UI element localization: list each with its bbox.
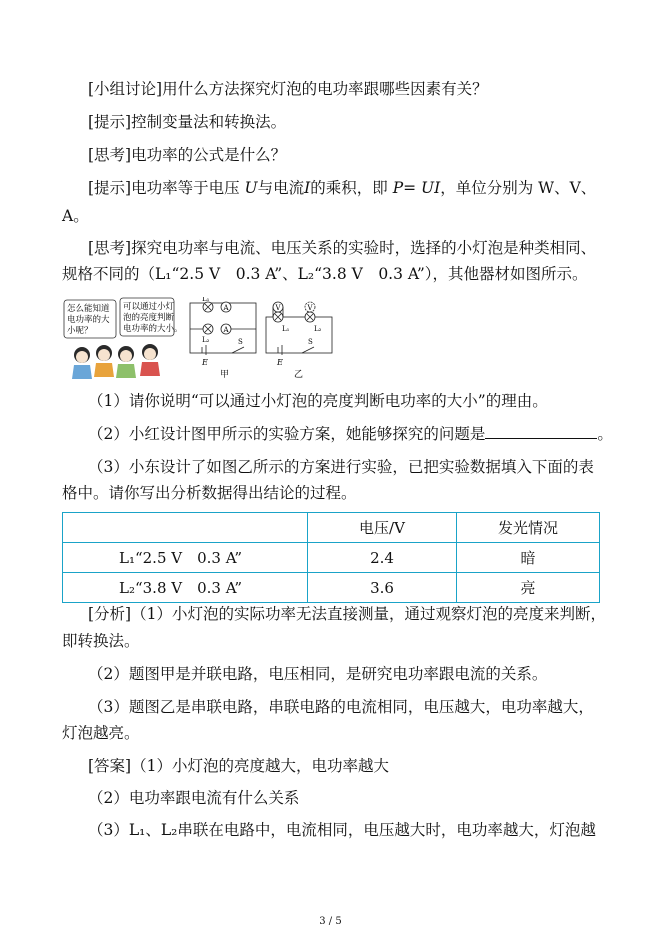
bubble-1-line-2: 电功率的大	[67, 315, 110, 325]
bubble-1	[64, 300, 116, 338]
experiment-figure	[62, 297, 382, 381]
hint-line-2	[88, 178, 596, 198]
jia-E-label: E	[202, 358, 208, 367]
analysis-3-line-2: 灯泡越亮。	[62, 724, 140, 742]
bubble-2-line-1: 可以通过小灯	[123, 302, 175, 312]
voltmeter-2-label: V	[307, 304, 313, 312]
answer-blank[interactable]	[485, 424, 597, 439]
table-cell-voltage: 2.4	[308, 543, 457, 573]
table-cell-name: L₂“3.8 V 0.3 A”	[63, 573, 308, 603]
hint-line-1: [提示]控制变量法和转换法。	[88, 113, 287, 131]
bubble-2-line-2: 泡的亮度判断	[123, 313, 175, 323]
hint-line-2-cont: A。	[62, 207, 89, 225]
bubble-1-line-1: 怎么能知道	[67, 304, 110, 314]
table-header-row	[63, 513, 600, 543]
discussion-line: [小组讨论]用什么方法探究灯泡的电功率跟哪些因素有关？	[88, 80, 488, 98]
figure-label-jia: 甲	[220, 370, 230, 380]
figure-label-yi: 乙	[294, 370, 304, 380]
analysis-1-line-2: 即转换法。	[62, 632, 140, 650]
data-table	[62, 512, 600, 603]
jia-L1-label: L₁	[202, 297, 210, 303]
yi-L2-label: L₂	[314, 325, 322, 333]
jia-L2-label: L₂	[202, 336, 210, 344]
table-row	[63, 543, 600, 573]
yi-S-label: S	[308, 338, 313, 346]
question-2-end: 。	[597, 425, 613, 443]
table-cell-glow: 暗	[457, 543, 600, 573]
table-cell-name: L₁“2.5 V 0.3 A”	[63, 543, 308, 573]
question-2	[88, 424, 613, 444]
yi-L1-label: L₁	[282, 325, 290, 333]
analysis-3-line-1: （3）题图乙是串联电路，串联电路的电流相同，电压越大，电功率越大，	[88, 698, 594, 716]
question-3-line-2: 格中。请你写出分析数据得出结论的过程。	[62, 484, 357, 502]
hint-text-i: ，单位分别为 W、V、	[440, 179, 597, 197]
hint-text-c: 与电流	[257, 179, 305, 197]
ammeter-2-label: A	[223, 326, 229, 334]
jia-S-label: S	[238, 338, 243, 346]
question-2-text: （2）小红设计图甲所示的实验方案，她能够探究的问题是	[88, 425, 486, 443]
table-header-cell: 电压/V	[308, 513, 457, 543]
bubble-1-line-3: 小呢？	[67, 326, 93, 336]
table-cell-glow: 亮	[457, 573, 600, 603]
voltmeter-1-label: V	[275, 304, 281, 312]
think-line-1: [思考]电功率的公式是什么？	[88, 146, 287, 164]
think-line-2-cont: 规格不同的（L₁“2.5 V 0.3 A”、L₂“3.8 V 0.3 A”），其他器材如图所示。	[62, 265, 588, 283]
answer-1: [答案]（1）小灯泡的亮度越大，电功率越大	[88, 757, 389, 775]
hint-text-e: 的乘积，即	[310, 179, 393, 197]
answer-3: （3）L₁、L₂串联在电路中，电流相同，电压越大时，电功率越大，灯泡越	[88, 821, 596, 839]
table-row	[63, 573, 600, 603]
answer-2: （2）电功率跟电流有什么关系	[88, 789, 300, 807]
yi-E-label: E	[277, 358, 283, 367]
table-header-cell: 发光情况	[457, 513, 600, 543]
table-header-cell	[63, 513, 308, 543]
hint-text-a: [提示]电功率等于电压	[88, 179, 245, 197]
hint-text-g: =	[403, 179, 422, 197]
analysis-2: （2）题图甲是并联电路，电压相同，是研究电功率跟电流的关系。	[88, 665, 548, 683]
think-line-2: [思考]探究电功率与电流、电压关系的实验时，选择的小灯泡是种类相同、	[88, 239, 597, 257]
symbol-UI: UI	[421, 179, 441, 197]
table-cell-voltage: 3.6	[308, 573, 457, 603]
bubble-2	[120, 298, 183, 336]
symbol-I: I	[304, 179, 311, 197]
analysis-1-line-1: [分析]（1）小灯泡的实际功率无法直接测量，通过观察灯泡的亮度来判断，	[88, 605, 606, 623]
page-number: 3 / 5	[319, 916, 342, 927]
question-3-line-1: （3）小东设计了如图乙所示的方案进行实验，已把实验数据填入下面的表	[88, 458, 594, 476]
symbol-U: U	[244, 179, 258, 197]
children-illustration	[72, 344, 160, 379]
question-1: （1）请你说明“可以通过小灯泡的亮度判断电功率的大小”的理由。	[88, 392, 548, 410]
symbol-P: P	[392, 179, 404, 197]
bubble-2-line-3: 电功率的大小。	[123, 324, 183, 334]
ammeter-1-label: A	[223, 304, 229, 312]
